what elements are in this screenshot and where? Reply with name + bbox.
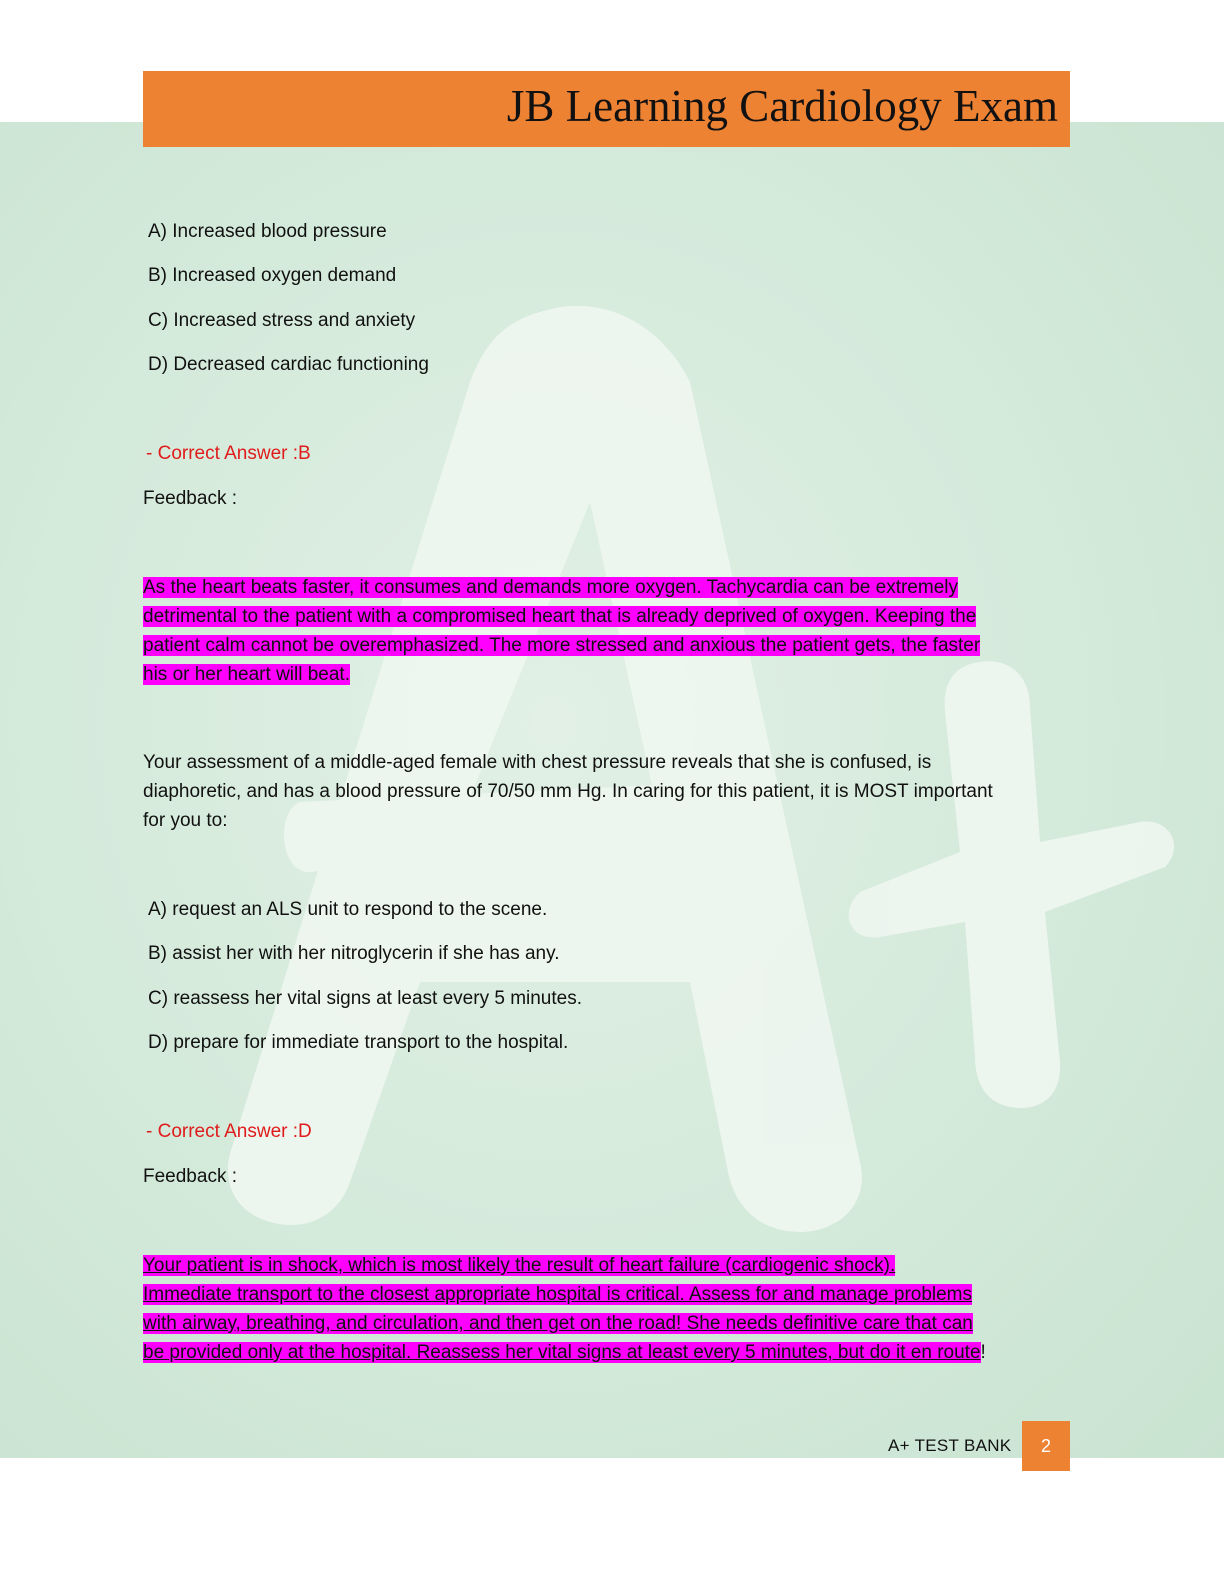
q2-option-d: D) prepare for immediate transport to the hospital. [148, 1032, 569, 1053]
q2-feedback-line: Your patient is in shock, which is most likely the result of heart failure (cardiogenic shock). [143, 1255, 896, 1276]
q1-feedback-line: detrimental to the patient with a compromised heart that is already deprived of oxygen. Keeping the [143, 606, 977, 627]
q2-feedback-end-mark: ! [980, 1342, 986, 1363]
q2-correct-answer: - Correct Answer :D [146, 1121, 312, 1142]
q2-feedback-line: Immediate transport to the closest appropriate hospital is critical. Assess for and manage problems [143, 1284, 973, 1305]
q2-feedback-line: be provided only at the hospital. Reassess her vital signs at least every 5 minutes, but do it en route [143, 1342, 981, 1363]
q1-option-a: A) Increased blood pressure [148, 221, 387, 242]
q2-option-a: A) request an ALS unit to respond to the scene. [148, 899, 548, 920]
page-title: JB Learning Cardiology Exam [506, 81, 1058, 131]
q1-option-d: D) Decreased cardiac functioning [148, 354, 429, 375]
q2-option-b: B) assist her with her nitroglycerin if she has any. [148, 943, 560, 964]
q2-feedback-label: Feedback : [143, 1166, 237, 1187]
q1-feedback-line: As the heart beats faster, it consumes and demands more oxygen. Tachycardia can be extremely [143, 577, 958, 598]
q1-feedback-line: patient calm cannot be overemphasized. The more stressed and anxious the patient gets, the faster [143, 635, 981, 656]
q2-feedback-text [143, 1251, 986, 1367]
q2-stem-line: for you to: [143, 810, 228, 831]
q2-option-c: C) reassess her vital signs at least every 5 minutes. [148, 988, 583, 1009]
q2-stem-line: diaphoretic, and has a blood pressure of 70/50 mm Hg. In caring for this patient, it is MOST important [143, 781, 993, 802]
page-number: 2 [1022, 1421, 1070, 1471]
header-bar [143, 71, 1070, 147]
q1-option-c: C) Increased stress and anxiety [148, 310, 416, 331]
footer-label: A+ TEST BANK [888, 1436, 1012, 1455]
q1-option-b: B) Increased oxygen demand [148, 265, 397, 286]
q2-feedback-line: with airway, breathing, and circulation, and then get on the road! She needs definitive care that can [143, 1313, 973, 1334]
q1-correct-answer: - Correct Answer :B [146, 443, 311, 464]
q2-stem-line: Your assessment of a middle-aged female with chest pressure reveals that she is confused, is [143, 752, 932, 773]
q1-feedback-text [143, 573, 980, 689]
q1-feedback-line: his or her heart will beat. [143, 664, 350, 685]
q1-feedback-label: Feedback : [143, 488, 237, 509]
q2-stem [143, 748, 993, 835]
